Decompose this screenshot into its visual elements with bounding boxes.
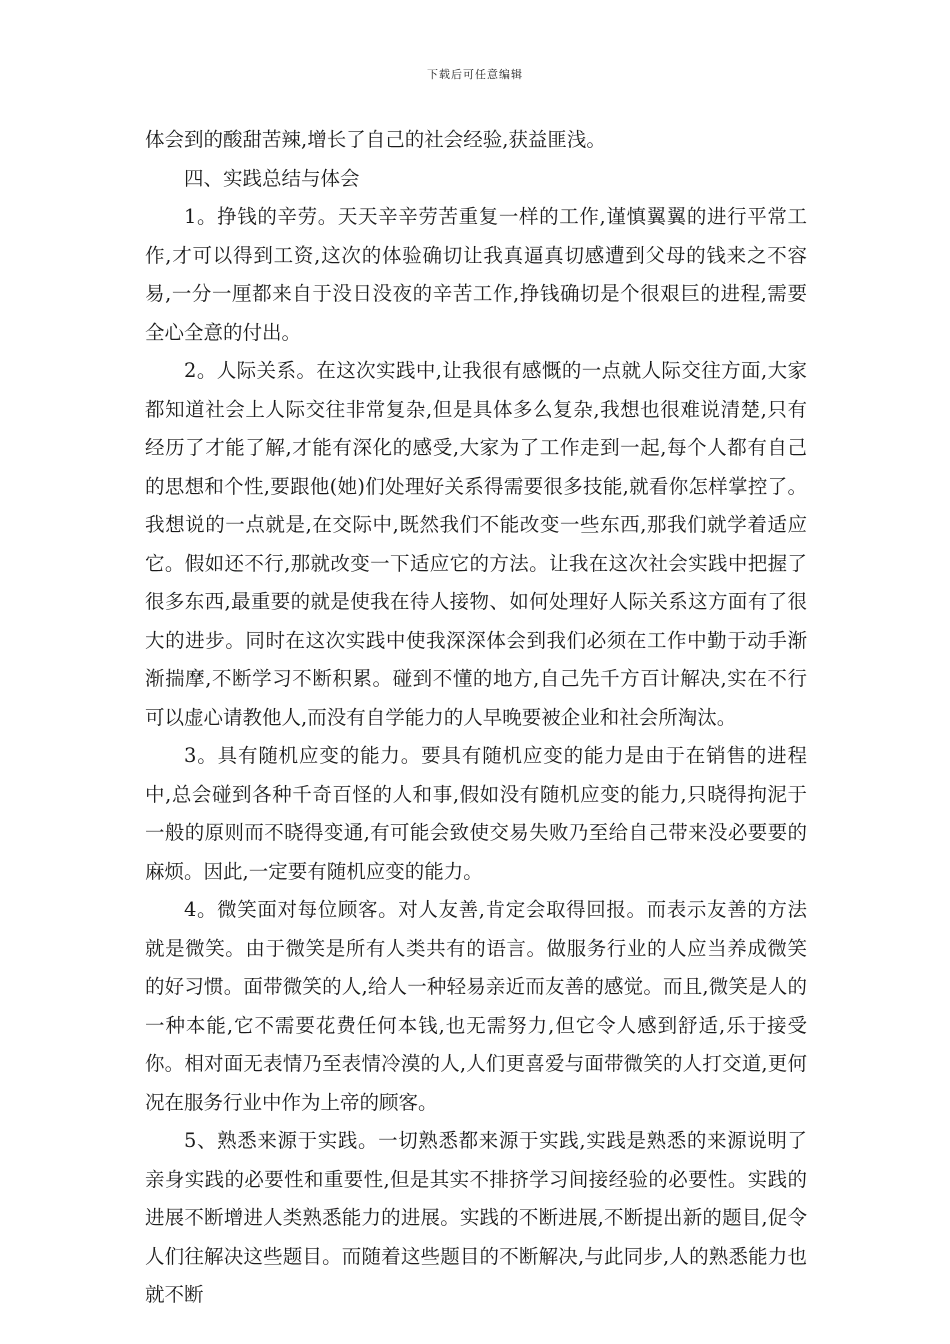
paragraph-item-3: 3。具有随机应变的能力。要具有随机应变的能力是由于在销售的进程中,总会碰到各种千奇百怪的人和事,假如没有随机应变的能力,只晓得拘泥于一般的原则而不晓得变通,有可能会致使交易失败乃至给自己带来没必要要的麻烦。因此,一定要有随机应变的能力。 bbox=[145, 744, 807, 883]
paragraph-item-5: 5、熟悉来源于实践。一切熟悉都来源于实践,实践是熟悉的来源说明了亲身实践的必要性和重要性,但是其实不排挤学习间接经验的必要性。实践的进展不断增进人类熟悉能力的进展。实践的不断进展,不断提出新的题目,促令人们往解决这些题目。而随着这些题目的不断解决,与此同步,人的熟悉能力也就不断 bbox=[145, 1129, 807, 1306]
paragraph-item-4: 4。微笑面对每位顾客。对人友善,肯定会取得回报。而表示友善的方法就是微笑。由于微笑是所有人类共有的语言。做服务行业的人应当养成微笑的好习惯。面带微笑的人,给人一种轻易亲近而友善的感觉。而且,微笑是人的一种本能,它不需要花费任何本钱,也无需努力,但它令人感到舒适,乐于接受你。相对面无表情乃至表情冷漠的人,人们更喜爱与面带微笑的人打交道,更何况在服务行业中作为上帝的顾客。 bbox=[145, 898, 807, 1114]
paragraph-item-2: 2。人际关系。在这次实践中,让我很有感慨的一点就人际交往方面,大家都知道社会上人际交往非常复杂,但是具体多么复杂,我想也很难说清楚,只有经历了才能了解,才能有深化的感受,大家为了工作走到一起,每个人都有自己的思想和个性,要跟他(她)们处理好关系得需要很多技能,就看你怎样掌控了。我想说的一点就是,在交际中,既然我们不能改变一些东西,那我们就学着适应它。假如还不行,那就改变一下适应它的方法。让我在这次社会实践中把握了很多东西,最重要的就是使我在待人接物、如何处理好人际关系这方面有了很大的进步。同时在这次实践中使我深深体会到我们必须在工作中勤于动手渐渐揣摩,不断学习不断积累。碰到不懂的地方,自己先千方百计解决,实在不行可以虚心请教他人,而没有自学能力的人早晚要被企业和社会所淘汰。 bbox=[145, 359, 807, 729]
paragraph-continuation: 体会到的酸甜苦辣,增长了自己的社会经验,获益匪浅。 bbox=[145, 128, 606, 151]
section-heading: 四、实践总结与体会 bbox=[184, 166, 360, 190]
document-body bbox=[145, 121, 807, 1315]
paragraph-item-1: 1。挣钱的辛劳。天天辛辛劳苦重复一样的工作,谨慎翼翼的进行平常工作,才可以得到工资,这次的体验确切让我真逼真切感遭到父母的钱来之不容易,一分一厘都来自于没日没夜的辛苦工作,挣钱确切是个很艰巨的进程,需要全心全意的付出。 bbox=[145, 205, 807, 344]
page-header-note: 下载后可任意编辑 bbox=[427, 68, 523, 81]
